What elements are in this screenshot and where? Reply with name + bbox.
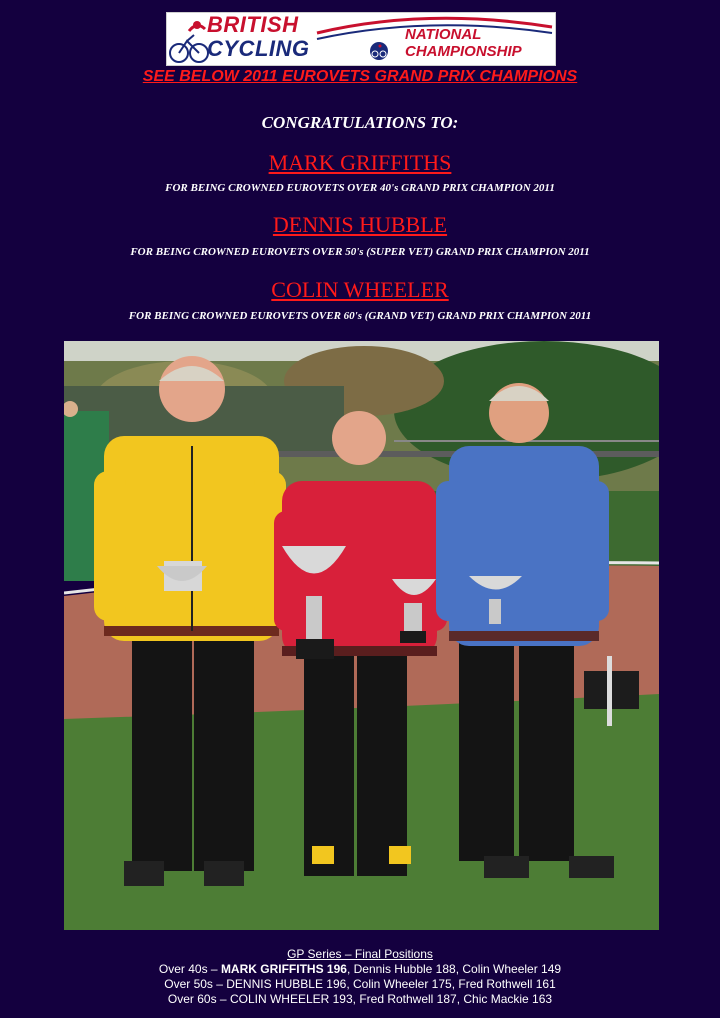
logo-text-championship: CHAMPIONSHIP (405, 43, 522, 60)
results-heading-link[interactable]: GP Series – Final Positions (287, 947, 433, 961)
national-cyclist-icon (370, 42, 388, 60)
winner-name-link[interactable]: DENNIS HUBBLE (272, 212, 448, 237)
results-winner: COLIN WHEELER 193 (229, 992, 353, 1006)
results-winner: DENNIS HUBBLE 196 (226, 977, 347, 991)
results-category: Over 60s – (167, 992, 230, 1006)
results-row (0, 977, 720, 992)
logo-text-british: BRITISH (207, 12, 299, 37)
logo-text-national: NATIONAL (405, 26, 482, 43)
results-category: Over 50s – (164, 977, 227, 991)
gp-series-results (0, 947, 720, 1007)
results-others: , Dennis Hubble 188, Colin Wheeler 149 (346, 962, 562, 976)
results-row (0, 992, 720, 1007)
results-category: Over 40s – (158, 962, 221, 976)
results-others: , Colin Wheeler 175, Fred Rothwell 161 (346, 977, 556, 991)
congratulations-heading: CONGRATULATIONS TO: (261, 113, 459, 132)
results-winner: MARK GRIFFITHS 196 (220, 962, 347, 976)
winner-name-link[interactable]: MARK GRIFFITHS (268, 150, 452, 175)
winner-award-text: FOR BEING CROWNED EUROVETS OVER 40's GRAND PRIX CHAMPION 2011 (165, 182, 555, 194)
winner-award-text: FOR BEING CROWNED EUROVETS OVER 50's (SUPER VET) GRAND PRIX CHAMPION 2011 (130, 246, 590, 258)
logo-text-cycling: CYCLING (207, 36, 310, 61)
winner-award-text: FOR BEING CROWNED EUROVETS OVER 60's (GRAND VET) GRAND PRIX CHAMPION 2011 (128, 310, 592, 322)
british-cycling-logo (166, 12, 556, 66)
results-others: , Fred Rothwell 187, Chic Mackie 163 (352, 992, 553, 1006)
champions-photo (64, 341, 659, 930)
eurovets-champions-link[interactable]: SEE BELOW 2011 EUROVETS GRAND PRIX CHAMPIONS (142, 68, 578, 85)
winner-name-link[interactable]: COLIN WHEELER (271, 277, 449, 302)
results-row (0, 962, 720, 977)
